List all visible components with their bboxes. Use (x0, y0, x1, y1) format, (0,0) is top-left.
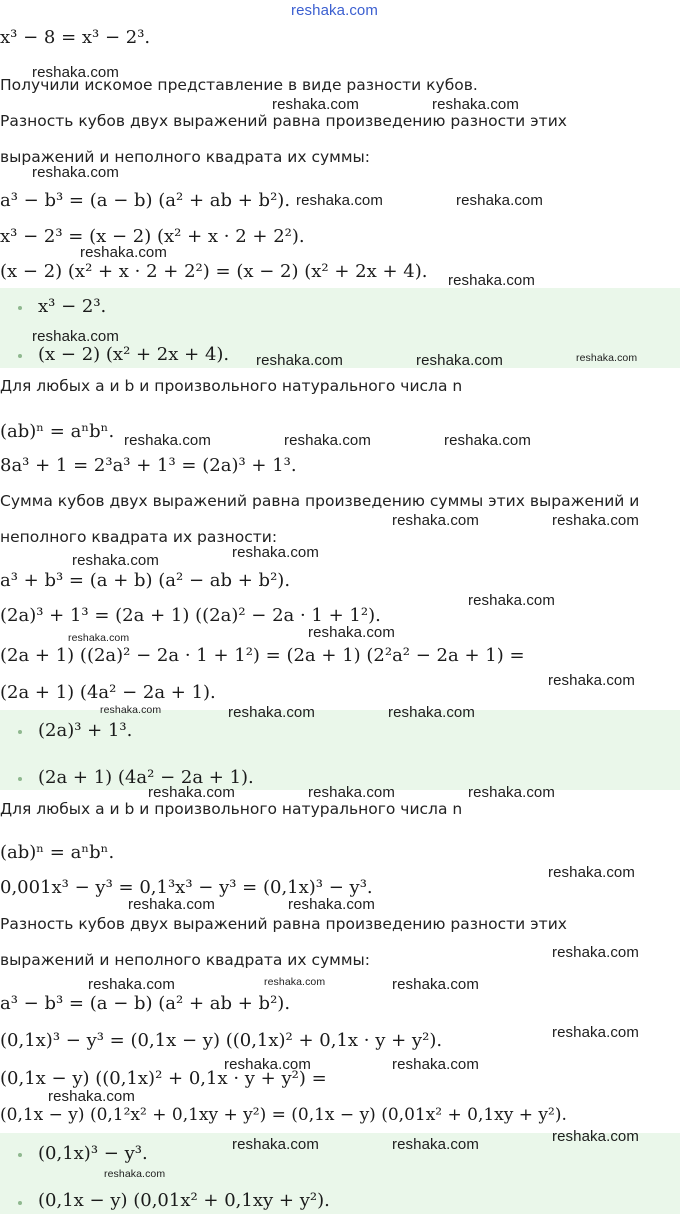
watermark: reshaka.com (148, 784, 235, 801)
equation-line: (0,1x − y) ((0,1x)² + 0,1x · y + y²) = (0, 1068, 327, 1089)
watermark: reshaka.com (232, 544, 319, 561)
watermark: reshaka.com (232, 1136, 319, 1153)
equation-line: (0,1x)³ − y³ = (0,1x − y) ((0,1x)² + 0,1x · y + y²). (0, 1030, 443, 1051)
equation-line: (ab)ⁿ = aⁿbⁿ. (0, 842, 115, 863)
watermark: reshaka.com (80, 244, 167, 261)
watermark: reshaka.com (432, 96, 519, 113)
equation-line: (2a + 1) ((2a)² − 2a · 1 + 1²) = (2a + 1) (2²a² − 2a + 1) = (0, 645, 525, 666)
equation-line: (2a + 1) (4a² − 2a + 1). (0, 682, 216, 703)
equation-line: 0,001x³ − y³ = 0,1³x³ − y³ = (0,1x)³ − y³. (0, 877, 373, 898)
equation-line: (0,1x − y) (0,1²x² + 0,1xy + y²) = (0,1x − y) (0,01x² + 0,1xy + y²). (0, 1105, 567, 1125)
watermark: reshaka.com (308, 624, 395, 641)
watermark: reshaka.com (444, 432, 531, 449)
watermark: reshaka.com (548, 864, 635, 881)
watermark: reshaka.com (308, 784, 395, 801)
equation-line: x³ − 2³ = (x − 2) (x² + x · 2 + 2²). (0, 226, 305, 247)
watermark: reshaka.com (392, 512, 479, 529)
answer-item: (0,1x − y) (0,01x² + 0,1xy + y²). (38, 1190, 330, 1211)
answer-item: x³ − 2³. (38, 296, 107, 317)
answer-item: (2a)³ + 1³. (38, 720, 133, 741)
equation-line: a³ − b³ = (a − b) (a² + ab + b²). (0, 190, 291, 211)
watermark: reshaka.com (264, 976, 326, 988)
watermark: reshaka.com (32, 164, 119, 181)
watermark: reshaka.com (392, 976, 479, 993)
watermark: reshaka.com (100, 704, 162, 716)
watermark: reshaka.com (552, 1024, 639, 1041)
bullet-dot (18, 1153, 22, 1157)
watermark: reshaka.com (552, 944, 639, 961)
equation-line: (x − 2) (x² + x · 2 + 2²) = (x − 2) (x² + 2x + 4). (0, 261, 428, 282)
text-line: выражений и неполного квадрата их суммы: (0, 951, 371, 969)
watermark: reshaka.com (284, 432, 371, 449)
equation-line: 8a³ + 1 = 2³a³ + 1³ = (2a)³ + 1³. (0, 455, 297, 476)
watermark: reshaka.com (72, 552, 159, 569)
equation-line: (ab)ⁿ = aⁿbⁿ. (0, 421, 115, 442)
equation-line: x³ − 8 = x³ − 2³. (0, 27, 151, 48)
watermark: reshaka.com (456, 192, 543, 209)
text-line: Для любых a и b и произвольного натурального числа n (0, 377, 463, 395)
watermark: reshaka.com (128, 896, 215, 913)
watermark: reshaka.com (448, 272, 535, 289)
watermark: reshaka.com (552, 1128, 639, 1145)
watermark: reshaka.com (228, 704, 315, 721)
watermark: reshaka.com (416, 352, 503, 369)
text-line: выражений и неполного квадрата их суммы: (0, 148, 371, 166)
watermark: reshaka.com (48, 1088, 135, 1105)
site-title[interactable]: reshaka.com (291, 2, 378, 19)
text-line: Разность кубов двух выражений равна произведению разности этих (0, 112, 567, 130)
bullet-dot (18, 306, 22, 310)
bullet-dot (18, 777, 22, 781)
watermark: reshaka.com (288, 896, 375, 913)
watermark: reshaka.com (104, 1168, 166, 1180)
watermark: reshaka.com (296, 192, 383, 209)
bullet-dot (18, 354, 22, 358)
watermark: reshaka.com (256, 352, 343, 369)
equation-line: (2a)³ + 1³ = (2a + 1) ((2a)² − 2a · 1 + 1²). (0, 605, 381, 626)
watermark: reshaka.com (124, 432, 211, 449)
watermark: reshaka.com (32, 328, 119, 345)
watermark: reshaka.com (388, 704, 475, 721)
watermark: reshaka.com (468, 592, 555, 609)
text-line: Сумма кубов двух выражений равна произведению суммы этих выражений и (0, 492, 640, 510)
answer-item: (0,1x)³ − y³. (38, 1143, 148, 1164)
answer-item: (2a + 1) (4a² − 2a + 1). (38, 767, 254, 788)
watermark: reshaka.com (548, 672, 635, 689)
watermark: reshaka.com (392, 1136, 479, 1153)
text-line: Получили искомое представление в виде разности кубов. (0, 76, 478, 94)
equation-line: a³ + b³ = (a + b) (a² − ab + b²). (0, 570, 291, 591)
watermark: reshaka.com (576, 352, 638, 364)
bullet-dot (18, 1201, 22, 1205)
watermark: reshaka.com (32, 64, 119, 81)
watermark: reshaka.com (68, 632, 130, 644)
text-line: Разность кубов двух выражений равна произведению разности этих (0, 915, 567, 933)
watermark: reshaka.com (88, 976, 175, 993)
answer-item: (x − 2) (x² + 2x + 4). (38, 344, 230, 365)
bullet-dot (18, 730, 22, 734)
watermark: reshaka.com (552, 512, 639, 529)
watermark: reshaka.com (468, 784, 555, 801)
watermark: reshaka.com (224, 1056, 311, 1073)
watermark: reshaka.com (392, 1056, 479, 1073)
text-line: неполного квадрата их разности: (0, 528, 278, 546)
watermark: reshaka.com (272, 96, 359, 113)
text-line: Для любых a и b и произвольного натурального числа n (0, 800, 463, 818)
equation-line: a³ − b³ = (a − b) (a² + ab + b²). (0, 993, 291, 1014)
